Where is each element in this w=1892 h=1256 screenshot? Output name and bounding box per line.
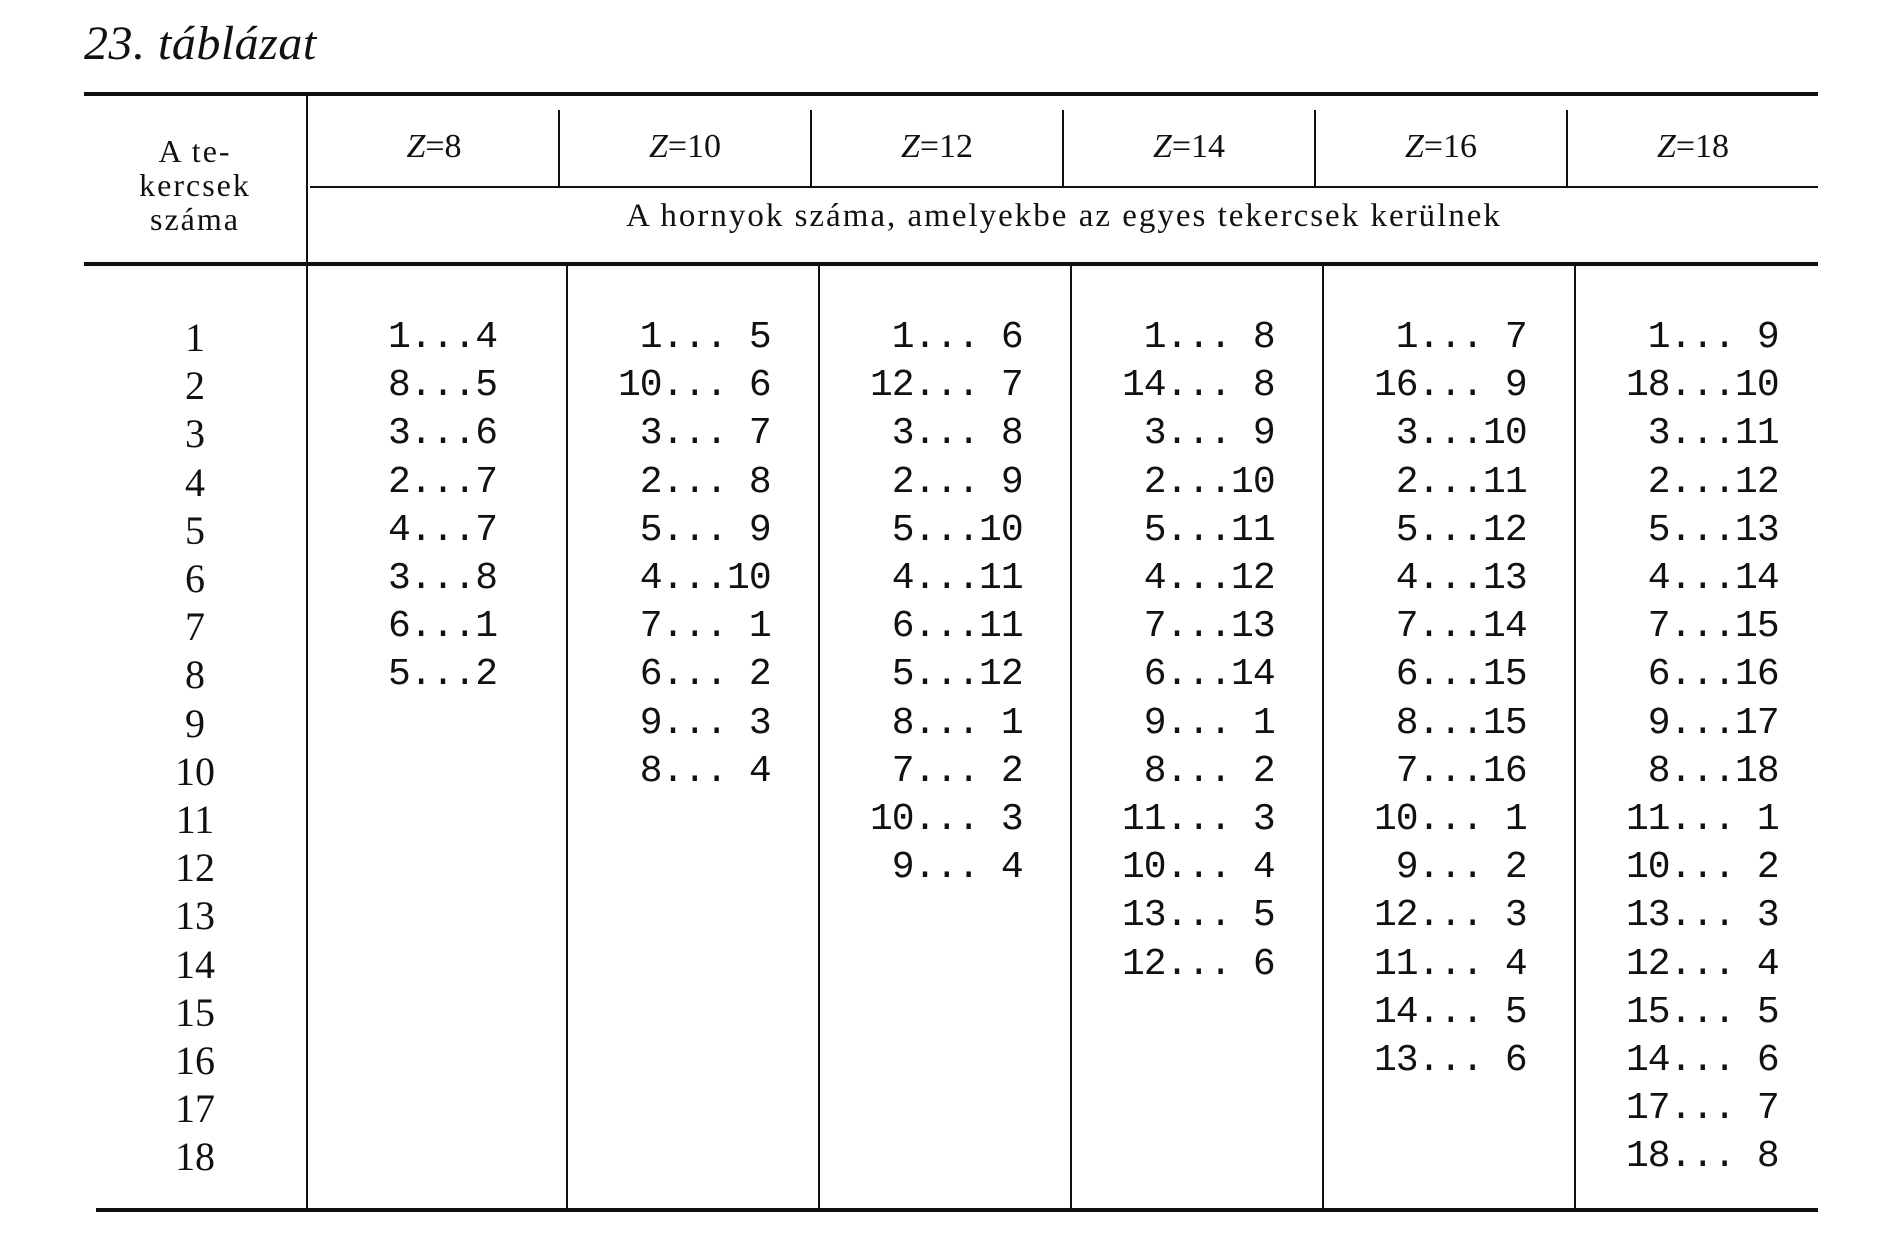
- slot-pair-cell: 3...8: [388, 557, 498, 601]
- slot-pair-cell: 13... 5: [1122, 894, 1275, 938]
- slot-pair-cell: 10... 1: [1374, 798, 1527, 842]
- slot-pair-cell: 14... 5: [1374, 990, 1527, 1034]
- slot-pair-cell: 9... 4: [870, 846, 1023, 890]
- slot-pair-cell: 16... 9: [1374, 364, 1527, 408]
- slot-pair-cell: 3... 9: [1122, 412, 1275, 456]
- z-value: =8: [425, 128, 462, 165]
- slots-column-z12: [870, 314, 1023, 892]
- z-symbol: Z: [648, 128, 668, 165]
- slot-pair-cell: 5...10: [870, 508, 1023, 552]
- slot-pair-cell: 1... 8: [1122, 316, 1275, 359]
- slot-pair-cell: 14... 6: [1626, 1039, 1779, 1083]
- slot-pair-cell: 2...7: [388, 460, 498, 504]
- slot-pair-cell: 4...11: [870, 557, 1023, 601]
- slot-pair-cell: 4...7: [388, 508, 498, 552]
- stub-header-line: kercsek: [139, 167, 251, 203]
- slot-pair-cell: 5...12: [1374, 508, 1527, 552]
- coil-number-cell: 7: [185, 604, 205, 650]
- table-bottom-rule: [96, 1208, 1818, 1212]
- slot-pair-cell: 1... 5: [618, 316, 771, 359]
- slot-pair-cell: 13... 6: [1374, 1039, 1527, 1083]
- slot-pair-cell: 1... 6: [870, 316, 1023, 359]
- coil-number-cell: 14: [175, 941, 215, 987]
- slot-pair-cell: 4...14: [1626, 557, 1779, 601]
- slot-pair-cell: 3...6: [388, 412, 498, 456]
- column-header-z12: [812, 128, 1062, 166]
- column-divider: [818, 266, 820, 1208]
- table-top-rule: [84, 92, 1818, 96]
- coil-number-cell: 9: [185, 700, 205, 746]
- z-value: =16: [1423, 128, 1478, 165]
- slot-pair-cell: 6... 2: [618, 653, 771, 697]
- slots-column-z8: [388, 314, 497, 700]
- slot-pair-cell: 5...13: [1626, 508, 1779, 552]
- slot-pair-cell: 4...12: [1122, 557, 1275, 601]
- slot-pair-cell: 5...11: [1122, 508, 1275, 552]
- column-divider: [1322, 266, 1324, 1208]
- slot-pair-cell: 6...15: [1374, 653, 1527, 697]
- slot-pair-cell: 12... 6: [1122, 942, 1275, 986]
- slot-pair-cell: 6...1: [388, 605, 498, 649]
- slot-pair-cell: 7...16: [1374, 749, 1527, 793]
- z-value: =12: [919, 128, 974, 165]
- column-divider: [1574, 266, 1576, 1208]
- slot-pair-cell: 17... 7: [1626, 1087, 1779, 1131]
- coil-number-cell: 8: [185, 652, 205, 698]
- column-header-z8: [310, 128, 558, 166]
- coil-number-cell: 16: [175, 1038, 215, 1084]
- column-divider: [306, 96, 308, 1208]
- slot-pair-cell: 4...13: [1374, 557, 1527, 601]
- slot-pair-cell: 18... 8: [1626, 1135, 1779, 1179]
- slot-pair-cell: 3... 8: [870, 412, 1023, 456]
- slot-pair-cell: 7...15: [1626, 605, 1779, 649]
- slot-pair-cell: 6...14: [1122, 653, 1275, 697]
- slots-column-z14: [1122, 314, 1275, 989]
- coil-number-cell: 15: [175, 989, 215, 1035]
- stub-header-line: A te-: [158, 133, 232, 169]
- column-header-z18: [1568, 128, 1818, 166]
- coil-number-cell: 3: [185, 411, 205, 457]
- coil-number-cell: 10: [175, 748, 215, 794]
- slot-pair-cell: 12... 3: [1374, 894, 1527, 938]
- slot-pair-cell: 8... 1: [870, 701, 1023, 745]
- slot-numbers-subheader: A hornyok száma, amelyekbe az egyes tekercsek kerülnek: [626, 198, 1502, 234]
- slot-pair-cell: 11... 1: [1626, 798, 1779, 842]
- slot-pair-cell: 9... 1: [1122, 701, 1275, 745]
- slot-pair-cell: 12... 7: [870, 364, 1023, 408]
- slot-pair-cell: 1...4: [388, 316, 498, 359]
- z-value: =14: [1171, 128, 1226, 165]
- stub-header: [84, 134, 306, 236]
- slots-column-z10: [618, 314, 771, 796]
- slot-pair-cell: 3...10: [1374, 412, 1527, 456]
- slot-pair-cell: 2...11: [1374, 460, 1527, 504]
- z-symbol: Z: [900, 128, 920, 165]
- slot-pair-cell: 2... 9: [870, 460, 1023, 504]
- coil-number-cell: 4: [185, 459, 205, 505]
- slot-pair-cell: 5...12: [870, 653, 1023, 697]
- coil-number-cell: 13: [175, 893, 215, 939]
- slot-pair-cell: 9...17: [1626, 701, 1779, 745]
- coil-number-cell: 12: [175, 845, 215, 891]
- slot-pair-cell: 7...14: [1374, 605, 1527, 649]
- slot-pair-cell: 8...18: [1626, 749, 1779, 793]
- coil-number-column: [84, 314, 306, 1182]
- column-header-z16: [1316, 128, 1566, 166]
- slot-pair-cell: 2...12: [1626, 460, 1779, 504]
- column-header-z10: [560, 128, 810, 166]
- z-symbol: Z: [406, 128, 426, 165]
- coil-number-cell: 11: [175, 797, 215, 843]
- slots-column-z16: [1374, 314, 1527, 1085]
- z-value: =18: [1675, 128, 1730, 165]
- slot-pair-cell: 3...11: [1626, 412, 1779, 456]
- slot-pair-cell: 6...11: [870, 605, 1023, 649]
- slot-pair-cell: 2...10: [1122, 460, 1275, 504]
- slot-pair-cell: 7... 2: [870, 749, 1023, 793]
- coil-number-cell: 17: [175, 1086, 215, 1132]
- coil-number-cell: 1: [185, 315, 205, 360]
- slot-pair-cell: 10... 4: [1122, 846, 1275, 890]
- slot-pair-cell: 4...10: [618, 557, 771, 601]
- column-header-z14: [1064, 128, 1314, 166]
- slot-pair-cell: 11... 3: [1122, 798, 1275, 842]
- slot-pair-cell: 18...10: [1626, 364, 1779, 408]
- header-sub-rule: [310, 186, 1818, 188]
- slot-pair-cell: 11... 4: [1374, 942, 1527, 986]
- slot-pair-cell: 1... 9: [1626, 316, 1779, 359]
- table-caption: 23. táblázat: [84, 17, 317, 70]
- slot-pair-cell: 10... 3: [870, 798, 1023, 842]
- slot-pair-cell: 3... 7: [618, 412, 771, 456]
- stub-header-line: száma: [150, 201, 240, 237]
- z-value: =10: [667, 128, 722, 165]
- slot-pair-cell: 7... 1: [618, 605, 771, 649]
- slot-pair-cell: 13... 3: [1626, 894, 1779, 938]
- z-symbol: Z: [1152, 128, 1172, 165]
- slot-pair-cell: 9... 3: [618, 701, 771, 745]
- slot-pair-cell: 5...2: [388, 653, 498, 697]
- coil-number-cell: 5: [185, 507, 205, 553]
- slot-pair-cell: 9... 2: [1374, 846, 1527, 890]
- slot-pair-cell: 8... 2: [1122, 749, 1275, 793]
- slot-pair-cell: 10... 6: [618, 364, 771, 408]
- z-symbol: Z: [1404, 128, 1424, 165]
- slot-pair-cell: 14... 8: [1122, 364, 1275, 408]
- column-divider: [1070, 266, 1072, 1208]
- slot-pair-cell: 15... 5: [1626, 990, 1779, 1034]
- slot-pair-cell: 1... 7: [1374, 316, 1527, 359]
- slot-pair-cell: 6...16: [1626, 653, 1779, 697]
- slot-pair-cell: 12... 4: [1626, 942, 1779, 986]
- z-symbol: Z: [1656, 128, 1676, 165]
- slot-pair-cell: 8... 4: [618, 749, 771, 793]
- slot-pair-cell: 5... 9: [618, 508, 771, 552]
- slot-pair-cell: 8...15: [1374, 701, 1527, 745]
- slots-column-z18: [1626, 314, 1779, 1182]
- slot-pair-cell: 8...5: [388, 364, 498, 408]
- slot-pair-cell: 7...13: [1122, 605, 1275, 649]
- table-header-rule: [84, 262, 1818, 266]
- coil-number-cell: 6: [185, 556, 205, 602]
- column-divider: [566, 266, 568, 1208]
- coil-number-cell: 2: [185, 363, 205, 409]
- coil-number-cell: 18: [175, 1134, 215, 1180]
- slot-pair-cell: 10... 2: [1626, 846, 1779, 890]
- slot-pair-cell: 2... 8: [618, 460, 771, 504]
